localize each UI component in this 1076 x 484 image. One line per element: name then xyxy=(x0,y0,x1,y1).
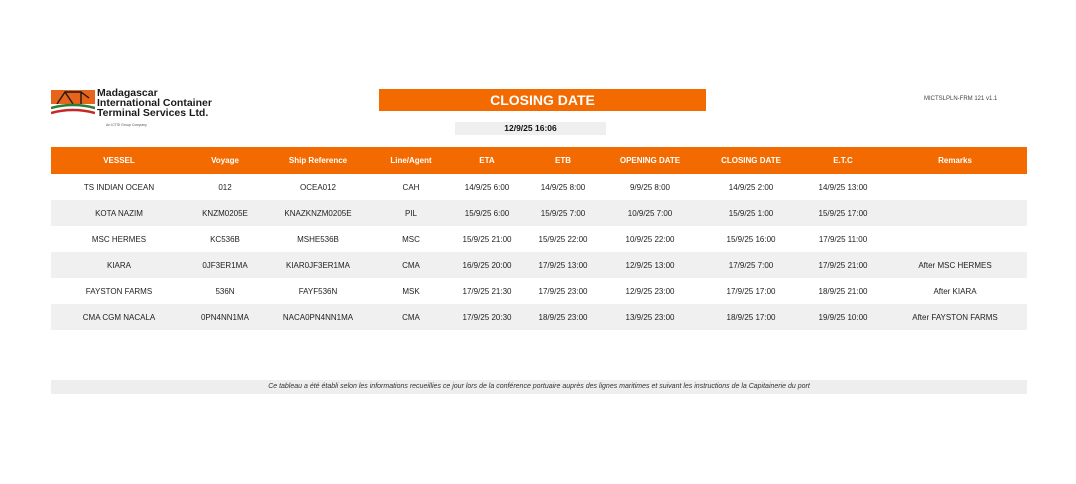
header-etb: ETB xyxy=(525,147,601,174)
cell-line-agent: CMA xyxy=(373,304,449,330)
cell-opening-date: 13/9/25 23:00 xyxy=(601,304,699,330)
logo-text xyxy=(97,88,212,118)
cell-opening-date: 12/9/25 23:00 xyxy=(625,286,675,296)
cell-etb: 18/9/25 23:00 xyxy=(525,304,601,330)
cell-etb: 17/9/25 23:00 xyxy=(538,286,588,296)
logo-line-1: Madagascar xyxy=(97,87,158,99)
header-etc: E.T.C xyxy=(803,147,883,174)
header-ship-reference: Ship Reference xyxy=(263,147,373,174)
company-logo xyxy=(51,88,221,128)
cell-eta: 17/9/25 20:30 xyxy=(449,304,525,330)
logo-tagline: An ICTSI Group Company xyxy=(106,123,147,127)
cell-voyage: 0JF3ER1MA xyxy=(187,252,263,278)
table-row xyxy=(51,278,1027,304)
header-voyage: Voyage xyxy=(187,147,263,174)
cell-voyage: KNZM0205E xyxy=(187,200,263,226)
cell-closing-date: 18/9/25 17:00 xyxy=(699,304,803,330)
cell-line-agent: MSC xyxy=(402,234,420,244)
cell-etc: 17/9/25 11:00 xyxy=(818,234,868,244)
cell-etc: 14/9/25 13:00 xyxy=(818,182,868,192)
header-line-agent: Line/Agent xyxy=(373,147,449,174)
cell-ship-reference: OCEA012 xyxy=(299,182,337,192)
cell-etc: 19/9/25 10:00 xyxy=(803,304,883,330)
cell-etc: 17/9/25 21:00 xyxy=(803,252,883,278)
cell-voyage: 0PN4NN1MA xyxy=(187,304,263,330)
cell-eta: 16/9/25 20:00 xyxy=(449,252,525,278)
table-row xyxy=(51,174,1027,200)
cell-ship-reference: KNAZKNZM0205E xyxy=(263,200,373,226)
cell-vessel: CMA CGM NACALA xyxy=(51,304,187,330)
cell-closing-date: 15/9/25 1:00 xyxy=(699,200,803,226)
cell-eta: 17/9/25 21:30 xyxy=(462,286,512,296)
cell-ship-reference: NACA0PN4NN1MA xyxy=(263,304,373,330)
cell-etb: 14/9/25 8:00 xyxy=(540,182,586,192)
page-title: CLOSING DATE xyxy=(379,89,706,111)
cell-remarks xyxy=(883,174,1027,200)
table-row xyxy=(51,226,1027,252)
cell-opening-date: 9/9/25 8:00 xyxy=(629,182,671,192)
cell-line-agent: PIL xyxy=(373,200,449,226)
cell-remarks xyxy=(883,200,1027,226)
cell-vessel: KOTA NAZIM xyxy=(51,200,187,226)
cell-opening-date: 10/9/25 22:00 xyxy=(625,234,675,244)
table-row xyxy=(51,304,1027,330)
header-vessel: VESSEL xyxy=(51,147,187,174)
footer-note: Ce tableau a été établi selon les informations recueillies ce jour lors de la conférence portuaire auprès des lignes maritimes et suivant les instructions de la Capitainerie du port xyxy=(51,380,1027,394)
cell-etb: 15/9/25 22:00 xyxy=(538,234,588,244)
cell-voyage: 012 xyxy=(218,182,232,192)
cell-remarks xyxy=(883,226,1027,252)
cell-vessel: TS INDIAN OCEAN xyxy=(83,182,155,192)
cell-etc: 18/9/25 21:00 xyxy=(818,286,868,296)
logo-line-3: Terminal Services Ltd. xyxy=(97,107,209,119)
cell-opening-date: 10/9/25 7:00 xyxy=(601,200,699,226)
cell-etb: 15/9/25 7:00 xyxy=(525,200,601,226)
header-closing-date: CLOSING DATE xyxy=(699,147,803,174)
report-date: 12/9/25 16:06 xyxy=(455,122,606,135)
cell-line-agent: CAH xyxy=(402,182,420,192)
cell-closing-date: 17/9/25 17:00 xyxy=(726,286,776,296)
crane-logo-icon xyxy=(51,88,95,122)
cell-line-agent: CMA xyxy=(373,252,449,278)
cell-opening-date: 12/9/25 13:00 xyxy=(601,252,699,278)
cell-vessel: MSC HERMES xyxy=(91,234,147,244)
cell-etc: 15/9/25 17:00 xyxy=(803,200,883,226)
header-opening-date: OPENING DATE xyxy=(601,147,699,174)
cell-remarks: After MSC HERMES xyxy=(883,252,1027,278)
document-code: MICTSLPLN-FRM 121 v1.1 xyxy=(924,96,998,102)
cell-ship-reference: MSHE536B xyxy=(297,234,339,244)
table-row xyxy=(51,200,1027,226)
cell-ship-reference: FAYF536N xyxy=(298,286,338,296)
cell-line-agent: MSK xyxy=(402,286,420,296)
cell-closing-date: 17/9/25 7:00 xyxy=(699,252,803,278)
cell-eta: 14/9/25 6:00 xyxy=(464,182,510,192)
table-header-row xyxy=(51,147,1027,174)
cell-vessel: FAYSTON FARMS xyxy=(85,286,153,296)
cell-vessel: KIARA xyxy=(51,252,187,278)
cell-remarks: After KIARA xyxy=(933,286,977,296)
cell-eta: 15/9/25 6:00 xyxy=(449,200,525,226)
header-eta: ETA xyxy=(449,147,525,174)
cell-voyage: KC536B xyxy=(210,234,240,244)
cell-closing-date: 15/9/25 16:00 xyxy=(726,234,776,244)
closing-date-table xyxy=(51,147,1027,330)
cell-closing-date: 14/9/25 2:00 xyxy=(728,182,774,192)
cell-remarks: After FAYSTON FARMS xyxy=(883,304,1027,330)
cell-etb: 17/9/25 13:00 xyxy=(525,252,601,278)
header-remarks: Remarks xyxy=(883,147,1027,174)
cell-ship-reference: KIAR0JF3ER1MA xyxy=(263,252,373,278)
table-row xyxy=(51,252,1027,278)
logo-line-2: International Container xyxy=(97,97,212,109)
cell-eta: 15/9/25 21:00 xyxy=(462,234,512,244)
cell-voyage: 536N xyxy=(215,286,235,296)
